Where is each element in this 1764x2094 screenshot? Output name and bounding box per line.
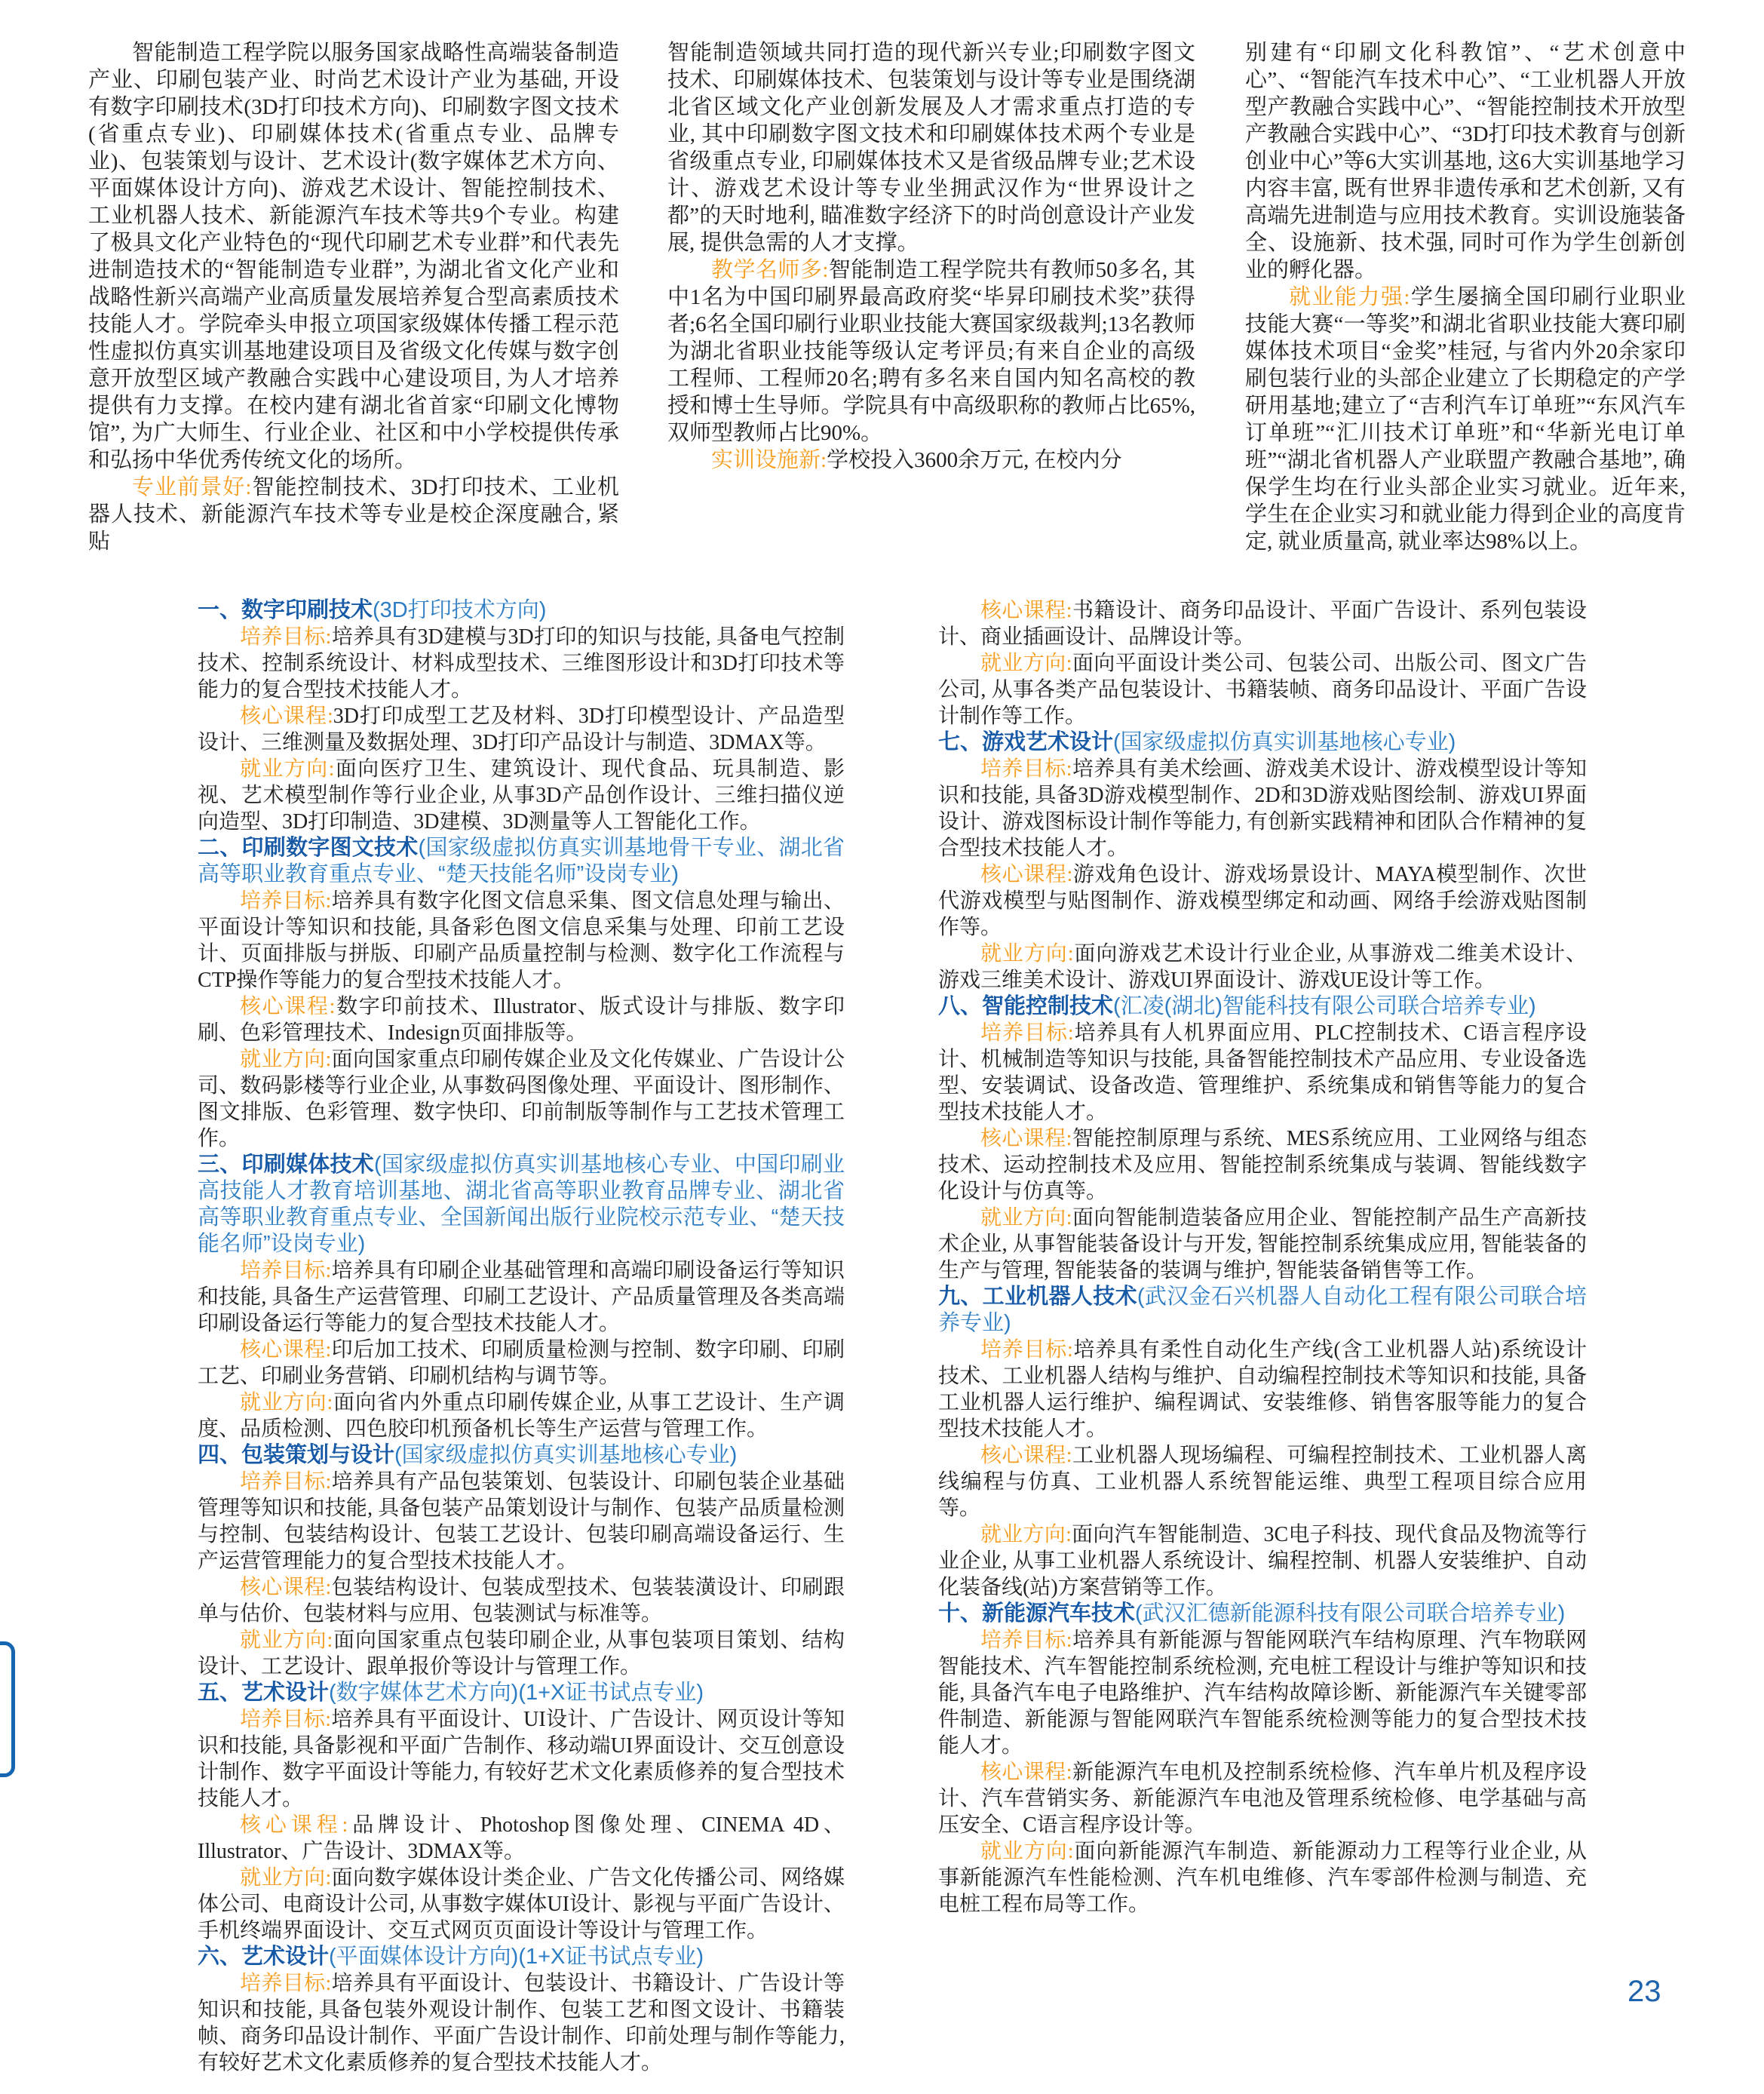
program-paragraph	[198, 624, 845, 703]
program-paragraph	[938, 756, 1587, 861]
field-text: 培养具有印刷企业基础管理和高端印刷设备运行等知识和技能, 具备生产运营管理、印刷工艺设计、产品质量管理及各类高端印刷设备运行等能力的复合型技术技能人才。	[198, 1259, 845, 1335]
field-label: 培养目标:	[240, 625, 332, 649]
intro-text: 智能制造工程学院以服务国家战略性高端装备制造产业、印刷包装产业、时尚艺术设计产业为基础, 开设有数字印刷技术(3D打印技术方向)、印刷数字图文技术(省重点专业)、印刷媒体技术(省重点专业、品牌专业)、包装策划与设计、艺术设计(数字媒体艺术方向、平面媒体设计方向)、游戏艺术设计、智能控制技术、工业机器人技术、新能源汽车技术等共9个专业。构建了极具文化产业特色的“现代印刷艺术专业群”和代表先进制造技术的“智能制造专业群”, 为湖北省文化产业和战略性新兴高端产业高质量发展培养复合型高素质技术技能人才。学院牵头申报立项国家级媒体传播工程示范性虚拟仿真实训基地建设项目及省级文化传媒与数字创意开放型区域产教融合实践中心建设项目, 为人才培养提供有力支撑。在校内建有湖北省首家“印刷文化博物馆”, 为广大师生、行业企业、社区和中小学校提供传承和弘扬中华优秀传统文化的场所。	[88, 41, 619, 472]
field-label: 培养目标:	[980, 1021, 1074, 1045]
program-subtitle: (国家级虚拟仿真实训基地骨干专业、湖北省高等职业教育重点专业、“楚天技能名师”设岗专业)	[198, 836, 845, 886]
program-heading	[938, 993, 1587, 1020]
program-subtitle: (汇凌(湖北)智能科技有限公司联合培养专业)	[1113, 994, 1536, 1018]
field-text: 培养具有产品包装策划、包装设计、印刷包装企业基础管理等知识和技能, 具备包装产品策划设计与制作、包装产品质量检测与控制、包装结构设计、包装工艺设计、包装印刷高端设备运行、生产运营管理能力的复合型技术技能人才。	[198, 1470, 845, 1573]
field-text: 新能源汽车电机及控制系统检修、汽车单片机及程序设计、汽车营销实务、新能源汽车电池及管理系统检修、电学基础与高压安全、C语言程序设计等。	[938, 1761, 1587, 1837]
field-label: 核心课程:	[240, 705, 333, 728]
field-label: 培养目标:	[240, 889, 332, 913]
field-text: 面向汽车智能制造、3C电子科技、现代食品及物流等行业企业, 从事工业机器人系统设计、编程控制、机器人安装维护、自动化装备线(站)方案营销等工作。	[938, 1523, 1587, 1599]
program-paragraph	[198, 888, 845, 993]
program-title: 九、工业机器人技术	[938, 1285, 1137, 1309]
page-edge-tab	[0, 1641, 15, 1777]
program-paragraph	[198, 756, 845, 835]
intro-paragraph	[667, 39, 1195, 256]
program-heading	[198, 1442, 845, 1469]
field-text: 培养具有美术绘画、游戏美术设计、游戏模型设计等知识和技能, 具备3D游戏模型制作、2D和3D游戏贴图绘制、游戏UI界面设计、游戏图标设计制作等能力, 有创新实践精神和团队合作精神的复合型技术技能人才。	[938, 757, 1587, 860]
program-title: 一、数字印刷技术	[198, 598, 373, 622]
program-paragraph	[938, 1838, 1587, 1917]
field-label: 核心课程:	[980, 1761, 1072, 1784]
intro-paragraph	[88, 474, 619, 555]
program-paragraph	[198, 1469, 845, 1574]
program-paragraph	[938, 1759, 1587, 1838]
program-paragraph	[198, 1812, 845, 1865]
program-title: 五、艺术设计	[198, 1681, 330, 1705]
program-paragraph	[938, 1125, 1587, 1205]
field-label: 就业方向:	[980, 1523, 1072, 1546]
program-paragraph	[198, 1337, 845, 1389]
program-paragraph	[938, 650, 1587, 729]
field-text: 游戏角色设计、游戏场景设计、MAYA模型制作、次世代游戏模型与贴图制作、游戏模型绑定和动画、网络手绘游戏贴图制作等。	[938, 863, 1588, 939]
programs-section	[198, 597, 1587, 2076]
program-paragraph	[938, 1521, 1587, 1601]
field-label: 就业方向:	[980, 1206, 1072, 1230]
program-paragraph	[198, 993, 845, 1046]
field-text: 面向数字媒体设计类企业、广告文化传播公司、网络媒体公司、电商设计公司, 从事数字媒体UI设计、影视与平面广告设计、手机终端界面设计、交互式网页页面设计等设计与管理工作。	[198, 1866, 845, 1942]
program-subtitle: (3D打印技术方向)	[373, 598, 547, 622]
program-paragraph	[938, 1627, 1587, 1759]
field-label: 就业方向:	[980, 1840, 1074, 1863]
field-label: 核心课程:	[240, 995, 336, 1018]
program-paragraph	[198, 1706, 845, 1812]
highlight-label: 就业能力强:	[1289, 285, 1410, 309]
field-label: 核心课程:	[980, 863, 1073, 886]
intro-paragraph	[1245, 39, 1686, 284]
field-text: 印后加工技术、印刷质量检测与控制、数字印刷、印刷工艺、印刷业务营销、印刷机结构与调节等。	[198, 1338, 845, 1388]
field-text: 培养具有柔性自动化生产线(含工业机器人站)系统设计技术、工业机器人结构与维护、自动编程控制技术等知识和技能, 具备工业机器人运行维护、编程调试、安装维修、销售客服等能力的复合型技术技能人才。	[938, 1338, 1588, 1441]
intro-column-2	[667, 39, 1195, 555]
program-heading	[198, 1680, 845, 1706]
field-label: 培养目标:	[240, 1708, 332, 1731]
field-text: 面向智能制造装备应用企业、智能控制产品生产高新技术企业, 从事智能装备设计与开发, 智能控制系统集成应用, 智能装备的生产与管理, 智能装备的装调与维护, 智能装备销售等工作。	[938, 1206, 1587, 1282]
intro-paragraph	[667, 256, 1195, 447]
program-paragraph	[198, 1574, 845, 1627]
field-text: 工业机器人现场编程、可编程控制技术、工业机器人离线编程与仿真、工业机器人系统智能运维、典型工程项目综合应用等。	[938, 1444, 1587, 1520]
program-subtitle: (国家级虚拟仿真实训基地核心专业、中国印刷业高技能人才教育培训基地、湖北省高等职业教育品牌专业、湖北省高等职业教育重点专业、全国新闻出版行业院校示范专业、“楚天技能名师”设岗专业)	[198, 1153, 845, 1256]
field-text: 培养具有数字化图文信息采集、图文信息处理与输出、平面设计等知识和技能, 具备彩色图文信息采集与处理、印前工艺设计、页面排版与拼版、印刷产品质量控制与检测、数字化工作流程与CTP操作等能力的复合型技术技能人才。	[198, 889, 845, 992]
program-subtitle: (国家级虚拟仿真实训基地核心专业)	[1113, 730, 1456, 754]
field-text: 面向新能源汽车制造、新能源动力工程等行业企业, 从事新能源汽车性能检测、汽车机电维修、汽车零部件检测与制造、充电桩工程布局等工作。	[938, 1840, 1587, 1916]
program-paragraph	[938, 861, 1587, 941]
field-text: 数字印前技术、Illustrator、版式设计与排版、数字印刷、色彩管理技术、Indesign页面排版等。	[198, 995, 845, 1045]
intro-text: 学校投入3600余万元, 在校内分	[827, 448, 1122, 472]
field-label: 培养目标:	[980, 1629, 1072, 1652]
program-title: 六、艺术设计	[198, 1945, 330, 1969]
field-text: 面向国家重点包装印刷企业, 从事包装项目策划、结构设计、工艺设计、跟单报价等设计与管理工作。	[198, 1629, 845, 1678]
program-subtitle: (国家级虚拟仿真实训基地核心专业)	[394, 1443, 738, 1467]
field-label: 核心课程:	[240, 1338, 332, 1362]
field-label: 就业方向:	[240, 757, 335, 781]
program-heading	[938, 729, 1587, 756]
intro-text: 别建有“印刷文化科教馆”、“艺术创意中心”、“智能汽车技术中心”、“工业机器人开放型产教融合实践中心”、“智能控制技术开放型产教融合实践中心”、“3D打印技术教育与创新创业中心”等6大实训基地, 这6大实训基地学习内容丰富, 既有世界非遗传承和艺术创新, 又有高端先进制造与应用技术教育。实训设施装备全、设施新、技术强, 同时可作为学生创新创业的孵化器。	[1245, 41, 1686, 282]
program-paragraph	[938, 1205, 1587, 1284]
programs-column-right	[938, 597, 1587, 2076]
program-paragraph	[198, 1865, 845, 1944]
field-text: 品牌设计、Photoshop图像处理、CINEMA 4D、Illustrator、广告设计、3DMAX等。	[198, 1813, 845, 1863]
highlight-label: 教学名师多:	[711, 258, 829, 282]
program-title: 二、印刷数字图文技术	[198, 836, 419, 860]
intro-text: 智能控制技术、3D打印技术、工业机器人技术、新能源汽车技术等专业是校企深度融合, 紧贴	[88, 475, 619, 554]
intro-text: 学生屡摘全国印刷行业职业技能大赛“一等奖”和湖北省职业技能大赛印刷媒体技术项目“金奖”桂冠, 与省内外20余家印刷包装行业的头部企业建立了长期稳定的产学研用基地;建立了“吉利汽车订单班”“东风汽车订单班”“汇川技术订单班”和“华新光电订单班”“湖北省机器人产业联盟产教融合基地”, 确保学生均在行业头部企业实习就业。近年来, 学生在企业实习和就业能力得到企业的高度肯定, 就业质量高, 就业率达98%以上。	[1245, 285, 1686, 554]
highlight-label: 专业前景好:	[132, 475, 252, 499]
program-paragraph	[198, 1970, 845, 2076]
field-text: 面向平面设计类公司、包装公司、出版公司、图文广告公司, 从事各类产品包装设计、书籍装帧、商务印品设计、平面广告设计制作等工作。	[938, 652, 1587, 728]
field-label: 培养目标:	[240, 1259, 332, 1282]
field-label: 就业方向:	[980, 942, 1074, 966]
highlight-label: 实训设施新:	[711, 448, 827, 472]
field-text: 培养具有平面设计、UI设计、广告设计、网页设计等知识和技能, 具备影视和平面广告制作、移动端UI界面设计、交互创意设计制作、数字平面设计等能力, 有较好艺术文化素质修养的复合型技术技能人才。	[198, 1708, 845, 1810]
field-label: 培养目标:	[240, 1470, 332, 1494]
program-heading	[938, 1601, 1587, 1627]
program-paragraph	[938, 1337, 1587, 1442]
field-label: 培养目标:	[980, 1338, 1073, 1362]
program-subtitle: (平面媒体设计方向)(1+X证书试点专业)	[329, 1945, 704, 1969]
field-text: 面向国家重点印刷传媒企业及文化传媒业、广告设计公司、数码影楼等行业企业, 从事数码图像处理、平面设计、图形制作、图文排版、色彩管理、数字快印、印前制版等制作与工艺技术管理工作。	[198, 1048, 845, 1150]
field-label: 核心课程:	[240, 1813, 348, 1837]
intro-section	[88, 39, 1686, 555]
program-paragraph	[938, 941, 1587, 993]
field-label: 就业方向:	[240, 1629, 333, 1652]
program-paragraph	[198, 703, 845, 756]
field-text: 书籍设计、商务印品设计、平面广告设计、系列包装设计、商业插画设计、品牌设计等。	[938, 599, 1587, 649]
program-title: 七、游戏艺术设计	[938, 730, 1114, 754]
program-paragraph	[198, 1627, 845, 1680]
program-paragraph	[938, 1442, 1587, 1521]
field-label: 培养目标:	[980, 757, 1072, 781]
field-text: 培养具有平面设计、包装设计、书籍设计、广告设计等知识和技能, 具备包装外观设计制作、包装工艺和图文设计、书籍装帧、商务印品设计制作、平面广告设计制作、印前处理与制作等能力, 有较好艺术文化素质修养的复合型技术技能人才。	[198, 1972, 845, 2074]
field-text: 培养具有新能源与智能网联汽车结构原理、汽车物联网智能技术、汽车智能控制系统检测, 充电桩工程设计与维护等知识和技能, 具备汽车电子电路维护、汽车结构故障诊断、新能源汽车关键零部件制造、新能源与智能网联汽车智能系统检测等能力的复合型技术技能人才。	[938, 1629, 1587, 1758]
program-subtitle: (武汉金石兴机器人自动化工程有限公司联合培养专业)	[938, 1285, 1587, 1335]
field-text: 培养具有3D建模与3D打印的知识与技能, 具备电气控制技术、控制系统设计、材料成型技术、三维图形设计和3D打印技术等能力的复合型技术技能人才。	[198, 625, 845, 702]
field-label: 培养目标:	[240, 1972, 332, 1995]
intro-paragraph	[88, 39, 619, 474]
field-label: 就业方向:	[980, 652, 1072, 675]
field-text: 3D打印成型工艺及材料、3D打印模型设计、产品造型设计、三维测量及数据处理、3D打印产品设计与制造、3DMAX等。	[198, 705, 845, 754]
field-label: 核心课程:	[240, 1576, 332, 1599]
field-label: 就业方向:	[240, 1048, 332, 1071]
field-label: 就业方向:	[240, 1391, 333, 1414]
program-subtitle: (武汉汇德新能源科技有限公司联合培养专业)	[1135, 1601, 1566, 1626]
program-title: 八、智能控制技术	[938, 994, 1114, 1018]
program-paragraph	[938, 597, 1587, 650]
program-heading	[198, 1944, 845, 1970]
field-label: 核心课程:	[980, 599, 1072, 622]
program-subtitle: (数字媒体艺术方向)(1+X证书试点专业)	[329, 1681, 704, 1705]
program-title: 十、新能源汽车技术	[938, 1601, 1136, 1626]
field-text: 包装结构设计、包装成型技术、包装装潢设计、印刷跟单与估价、包装材料与应用、包装测试与标准等。	[198, 1576, 845, 1626]
field-label: 核心课程:	[980, 1444, 1072, 1467]
program-paragraph	[198, 1046, 845, 1152]
field-text: 面向游戏艺术设计行业企业, 从事游戏二维美术设计、游戏三维美术设计、游戏UI界面设计、游戏UE设计等工作。	[938, 942, 1587, 992]
intro-column-1	[88, 39, 619, 555]
intro-text: 智能制造工程学院共有教师50多名, 其中1名为中国印刷界最高政府奖“毕昇印刷技术奖”获得者;6名全国印刷行业职业技能大赛国家级裁判;13名教师为湖北省职业技能等级认定考评员;有来自企业的高级工程师、工程师20名;聘有多名来自国内知名高校的教授和博士生导师。学院具有中高级职称的教师占比65%, 双师型教师占比90%。	[667, 258, 1195, 445]
program-paragraph	[938, 1020, 1587, 1125]
intro-paragraph	[1245, 284, 1686, 555]
program-title: 四、包装策划与设计	[198, 1443, 395, 1467]
program-title: 三、印刷媒体技术	[198, 1153, 375, 1177]
field-text: 面向省内外重点印刷传媒企业, 从事工艺设计、生产调度、品质检测、四色胶印机预备机长等生产运营与管理工作。	[198, 1391, 845, 1441]
intro-paragraph	[667, 447, 1195, 474]
program-heading	[198, 835, 845, 888]
program-paragraph	[198, 1257, 845, 1337]
program-paragraph	[198, 1389, 845, 1442]
program-heading	[938, 1284, 1587, 1337]
program-heading	[198, 1152, 845, 1257]
page-number: 23	[1627, 1975, 1661, 2008]
intro-text: 智能制造领域共同打造的现代新兴专业;印刷数字图文技术、印刷媒体技术、包装策划与设计等专业是围绕湖北省区域文化产业创新发展及人才需求重点打造的专业, 其中印刷数字图文技术和印刷媒体技术两个专业是省级重点专业, 印刷媒体技术又是省级品牌专业;艺术设计、游戏艺术设计等专业坐拥武汉作为“世界设计之都”的天时地利, 瞄准数字经济下的时尚创意设计产业发展, 提供急需的人才支撑。	[667, 41, 1195, 255]
field-label: 就业方向:	[240, 1866, 332, 1890]
field-text: 培养具有人机界面应用、PLC控制技术、C语言程序设计、机械制造等知识与技能, 具备智能控制技术产品应用、专业设备选型、安装调试、设备改造、管理维护、系统集成和销售等能力的复合型技术技能人才。	[938, 1021, 1588, 1124]
field-text: 智能控制原理与系统、MES系统应用、工业网络与组态技术、运动控制技术及应用、智能控制系统集成与装调、智能线数字化设计与仿真等。	[938, 1127, 1587, 1203]
program-heading	[198, 597, 845, 624]
field-text: 面向医疗卫生、建筑设计、现代食品、玩具制造、影视、艺术模型制作等行业企业, 从事3D产品创作设计、三维扫描仪逆向造型、3D打印制造、3D建模、3D测量等人工智能化工作。	[198, 757, 845, 834]
programs-column-left	[198, 597, 845, 2076]
field-label: 核心课程:	[980, 1127, 1072, 1150]
intro-column-3	[1245, 39, 1686, 555]
